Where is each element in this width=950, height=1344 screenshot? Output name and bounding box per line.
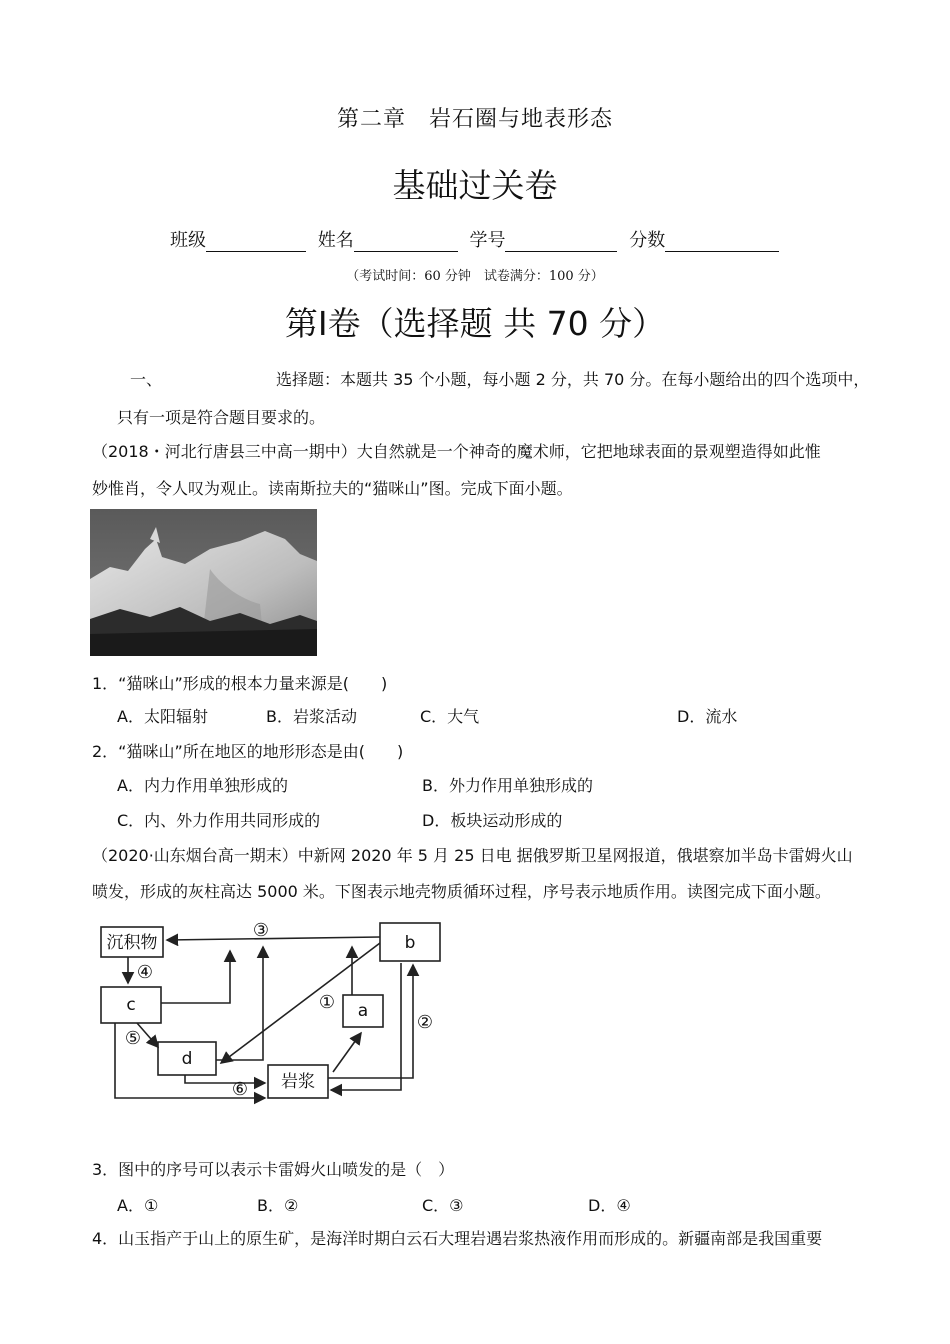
process-5-label: ⑤ <box>124 1028 142 1049</box>
q2-option-d[interactable]: D．板块运动形成的 <box>422 811 563 830</box>
passage1-line-2: 妙惟肖，令人叹为观止。读南斯拉夫的“猫咪山”图。完成下面小题。 <box>92 479 573 498</box>
score-blank[interactable] <box>665 233 779 252</box>
exam-note: （考试时间：60 分钟 试卷满分：100 分） <box>346 269 604 284</box>
student-id-blank[interactable] <box>505 233 617 252</box>
q3-option-b[interactable]: B．② <box>257 1196 299 1215</box>
instruction-line-1: 选择题：本题共 35 个小题，每小题 2 分，共 70 分。在每小题给出的四个选项中， <box>276 370 870 389</box>
passage1-line-1: （2018・河北行唐县三中高一期中）大自然就是一个神奇的魔术师，它把地球表面的景观塑造得如此惟 <box>92 442 821 461</box>
rock-cycle-diagram <box>95 915 455 1110</box>
class-label: 班级 <box>170 230 206 251</box>
rock-cycle-svg <box>95 915 455 1110</box>
q1-option-b[interactable]: B．岩浆活动 <box>266 707 357 726</box>
chapter-title: 第二章 岩石圈与地表形态 <box>336 107 613 132</box>
q2-option-c[interactable]: C．内、外力作用共同形成的 <box>117 811 321 830</box>
passage2-line-2: 喷发，形成的灰柱高达 5000 米。下图表示地壳物质循环过程，序号表示地质作用。读图完成下面小题。 <box>92 882 831 901</box>
q4-stem: 4．山玉指产于山上的原生矿，是海洋时期白云石大理岩遇岩浆热液作用而形成的。新疆南部是我国重要 <box>92 1229 823 1248</box>
instruction-line-2: 只有一项是符合题目要求的。 <box>117 408 326 427</box>
instruction-number: 一、 <box>130 370 163 389</box>
process-1-label: ① <box>318 992 336 1013</box>
q1-stem: 1．“猫咪山”形成的根本力量来源是( ) <box>92 674 388 693</box>
q2-stem: 2．“猫咪山”所在地区的地形形态是由( ) <box>92 742 404 761</box>
q1-option-a[interactable]: A．太阳辐射 <box>117 707 208 726</box>
q2-option-b[interactable]: B．外力作用单独形成的 <box>422 776 593 795</box>
sediment-label: 沉积物 <box>106 933 158 953</box>
section-title: 第I卷（选择题 共 70 分） <box>284 304 666 343</box>
name-blank[interactable] <box>354 233 458 252</box>
process-3-label: ③ <box>252 920 270 941</box>
process-2-label: ② <box>416 1012 434 1033</box>
q3-option-d[interactable]: D．④ <box>588 1196 631 1215</box>
magma-label: 岩浆 <box>281 1072 315 1092</box>
q3-option-a[interactable]: A．① <box>117 1196 159 1215</box>
q2-option-a[interactable]: A．内力作用单独形成的 <box>117 776 288 795</box>
student-id-label: 学号 <box>469 230 506 251</box>
class-blank[interactable] <box>206 233 306 252</box>
student-info-line <box>170 226 785 252</box>
b-label: b <box>404 933 416 953</box>
a-label: a <box>357 1001 369 1021</box>
q1-option-d[interactable]: D．流水 <box>677 707 738 726</box>
c-label: c <box>126 995 136 1015</box>
q1-option-c[interactable]: C．大气 <box>420 707 480 726</box>
page-title: 基础过关卷 <box>392 166 558 205</box>
d-label: d <box>181 1049 193 1069</box>
q3-stem: 3．图中的序号可以表示卡雷姆火山喷发的是（ ） <box>92 1160 455 1179</box>
cat-mountain-image <box>90 509 317 656</box>
cat-mountain-photo <box>90 509 317 656</box>
q3-option-c[interactable]: C．③ <box>422 1196 464 1215</box>
passage2-line-1: （2020·山东烟台高一期末）中新网 2020 年 5 月 25 日电 据俄罗斯卫星网报道，俄堪察加半岛卡雷姆火山 <box>92 846 853 865</box>
process-6-label: ⑥ <box>231 1079 249 1100</box>
process-4-label: ④ <box>136 962 154 983</box>
name-label: 姓名 <box>317 230 354 251</box>
score-label: 分数 <box>629 230 666 251</box>
